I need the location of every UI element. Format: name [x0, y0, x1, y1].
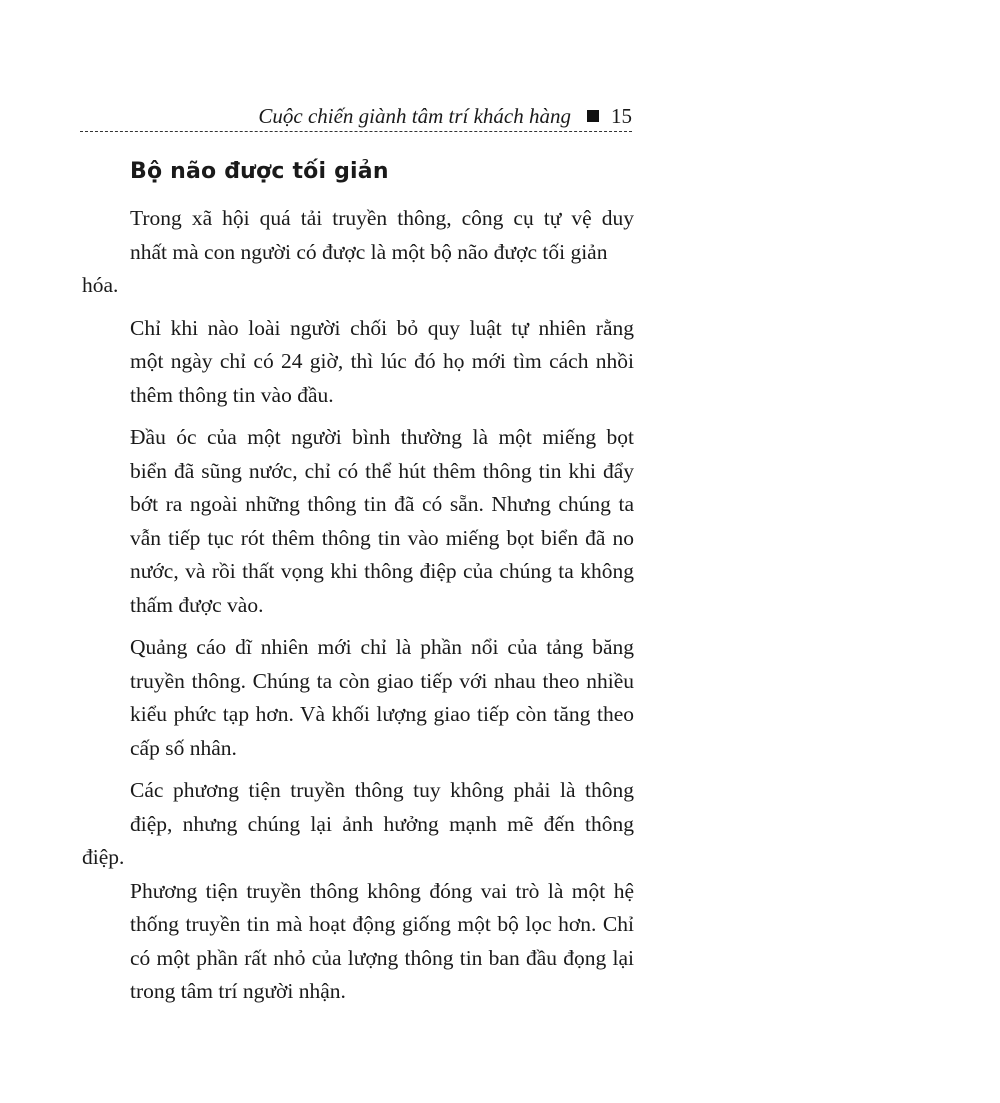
text-line: truyền thông. Chúng ta còn giao tiếp với nhau theo nhiều	[130, 668, 634, 693]
text-line: thấm được vào.	[130, 592, 264, 617]
text-line: nước, và rồi thất vọng khi thông điệp của chúng ta không	[130, 559, 634, 583]
text-line: biển đã sũng nước, chỉ có thể hút thêm thông tin khi đẩy	[130, 458, 634, 483]
section-heading: Bộ não được tối giản	[130, 159, 389, 184]
text-line: thống truyền tin mà hoạt động giống một bộ lọc hơn. Chỉ	[130, 912, 634, 936]
square-bullet-icon	[587, 110, 599, 122]
paragraph	[82, 631, 634, 765]
page-number: 15	[611, 104, 632, 128]
header-divider	[80, 131, 632, 132]
text-line: Các phương tiện truyền thông tuy không phải là thông	[130, 778, 634, 802]
text-line: kiểu phức tạp hơn. Và khối lượng giao tiếp còn tăng theo	[130, 702, 634, 726]
text-line: Trong xã hội quá tải truyền thông, công cụ tự vệ duy	[130, 206, 634, 230]
text-line: Quảng cáo dĩ nhiên mới chỉ là phần nổi của tảng băng	[130, 635, 634, 659]
running-title: Cuộc chiến giành tâm trí khách hàng	[258, 104, 571, 128]
text-line: điệp, nhưng chúng lại ảnh hưởng mạnh mẽ đến thông điệp.	[82, 811, 634, 869]
paragraph	[82, 202, 634, 303]
paragraph	[82, 312, 634, 413]
text-line: cấp số nhân.	[130, 735, 237, 760]
text-line: vẫn tiếp tục rót thêm thông tin vào miếng bọt biển đã no	[130, 525, 634, 550]
text-line: thêm thông tin vào đầu.	[130, 382, 334, 407]
text-line: trong tâm trí người nhận.	[130, 979, 346, 1003]
text-line: Đầu óc của một người bình thường là một miếng bọt	[130, 425, 634, 449]
text-line: có một phần rất nhỏ của lượng thông tin ban đầu đọng lại	[130, 945, 634, 970]
body-text	[82, 202, 634, 1018]
paragraph	[82, 774, 634, 1009]
text-line: bớt ra ngoài những thông tin đã có sẵn. Nhưng chúng ta	[130, 492, 634, 516]
paragraph	[82, 421, 634, 622]
running-head	[258, 98, 632, 134]
text-line: nhất mà con người có được là một bộ não được tối giản hóa.	[82, 239, 608, 297]
text-line: Phương tiện truyền thông không đóng vai trò là một hệ	[130, 878, 634, 903]
text-line: Chỉ khi nào loài người chối bỏ quy luật tự nhiên rằng	[130, 315, 634, 340]
text-line: một ngày chỉ có 24 giờ, thì lúc đó họ mới tìm cách nhồi	[130, 349, 634, 373]
